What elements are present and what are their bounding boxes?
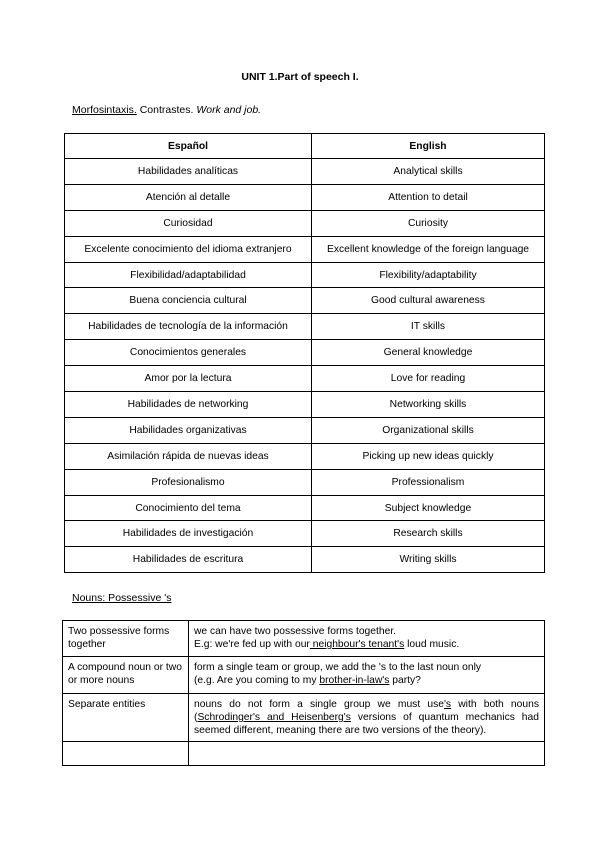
section-title-possessive: Nouns: Possessive 's	[72, 592, 172, 604]
table-row	[65, 210, 545, 236]
example-text: loud music.	[404, 639, 460, 650]
row-label: A compound noun or two or more nouns	[63, 657, 189, 694]
explanation-text: versions of quantum mechanics had seemed different, meaning there are two versions of the theory).	[194, 712, 539, 736]
spanish-cell: Habilidades organizativas	[65, 417, 312, 443]
example-text: E.g: we're fed up with our	[194, 639, 310, 650]
spanish-cell: Habilidades de escritura	[65, 547, 312, 573]
spanish-cell: Asimilación rápida de nuevas ideas	[65, 443, 312, 469]
vocabulary-header-row	[65, 134, 545, 159]
table-row	[65, 495, 545, 521]
english-cell: Writing skills	[312, 547, 545, 573]
row-explanation	[189, 657, 545, 694]
english-cell: Research skills	[312, 521, 545, 547]
table-row	[65, 184, 545, 210]
english-cell: Attention to detail	[312, 184, 545, 210]
table-row	[65, 314, 545, 340]
spanish-cell: Excelente conocimiento del idioma extranjero	[65, 236, 312, 262]
table-row	[65, 366, 545, 392]
explanation-line: we can have two possessive forms together.	[194, 626, 397, 637]
spanish-cell: Buena conciencia cultural	[65, 288, 312, 314]
table-row	[65, 159, 545, 185]
table-row	[65, 547, 545, 573]
subtitle-italic: Work and job.	[196, 104, 262, 116]
example-underlined: Schrodinger's and Heisenberg's	[197, 712, 351, 723]
subtitle-plain: Contrastes.	[136, 104, 197, 116]
header-english: English	[312, 134, 545, 159]
table-row	[65, 392, 545, 418]
subtitle	[72, 104, 261, 116]
table-row-empty	[63, 742, 545, 766]
english-cell: Networking skills	[312, 392, 545, 418]
row-explanation	[189, 694, 545, 742]
subtitle-topic: Morfosintaxis.	[72, 104, 137, 116]
english-cell: Flexibility/adaptability	[312, 262, 545, 288]
spanish-cell: Habilidades de networking	[65, 392, 312, 418]
table-row	[65, 443, 545, 469]
table-row	[65, 288, 545, 314]
spanish-cell: Habilidades de investigación	[65, 521, 312, 547]
explanation-line: form a single team or group, we add the 's to the last noun only	[194, 662, 482, 673]
english-cell: IT skills	[312, 314, 545, 340]
english-cell: Professionalism	[312, 469, 545, 495]
row-explanation	[189, 621, 545, 657]
english-cell: Good cultural awareness	[312, 288, 545, 314]
table-row	[63, 694, 545, 742]
spanish-cell: Habilidades de tecnología de la información	[65, 314, 312, 340]
example-text: party?	[389, 675, 421, 686]
header-spanish: Español	[65, 134, 312, 159]
english-cell: Excellent knowledge of the foreign language	[312, 236, 545, 262]
english-cell: General knowledge	[312, 340, 545, 366]
explanation-text: nouns do not form a single group we must use	[194, 699, 444, 710]
page-title: UNIT 1.Part of speech I.	[241, 71, 359, 83]
english-cell: Picking up new ideas quickly	[312, 443, 545, 469]
table-row	[65, 340, 545, 366]
spanish-cell: Conocimiento del tema	[65, 495, 312, 521]
table-row	[65, 417, 545, 443]
possessive-table	[62, 620, 545, 766]
table-row	[63, 621, 545, 657]
spanish-cell: Habilidades analíticas	[65, 159, 312, 185]
english-cell: Love for reading	[312, 366, 545, 392]
explanation-text: with both nouns (	[194, 699, 539, 723]
row-label: Separate entities	[63, 694, 189, 742]
spanish-cell: Atención al detalle	[65, 184, 312, 210]
english-cell: Analytical skills	[312, 159, 545, 185]
english-cell: Curiosity	[312, 210, 545, 236]
table-row	[65, 469, 545, 495]
spanish-cell: Curiosidad	[65, 210, 312, 236]
table-row	[65, 262, 545, 288]
row-label: Two possessive forms together	[63, 621, 189, 657]
english-cell: Organizational skills	[312, 417, 545, 443]
table-row	[63, 657, 545, 694]
example-underlined: neighbour's tenant's	[309, 639, 405, 650]
empty-cell	[63, 742, 189, 766]
spanish-cell: Conocimientos generales	[65, 340, 312, 366]
table-row	[65, 236, 545, 262]
english-cell: Subject knowledge	[312, 495, 545, 521]
empty-cell	[189, 742, 545, 766]
spanish-cell: Profesionalismo	[65, 469, 312, 495]
table-row	[65, 521, 545, 547]
vocabulary-table	[64, 133, 545, 573]
spanish-cell: Amor por la lectura	[65, 366, 312, 392]
example-underlined: brother-in-law's	[319, 675, 390, 686]
example-underlined: 's	[443, 699, 452, 710]
spanish-cell: Flexibilidad/adaptabilidad	[65, 262, 312, 288]
example-text: (e.g. Are you coming to my	[194, 675, 320, 686]
